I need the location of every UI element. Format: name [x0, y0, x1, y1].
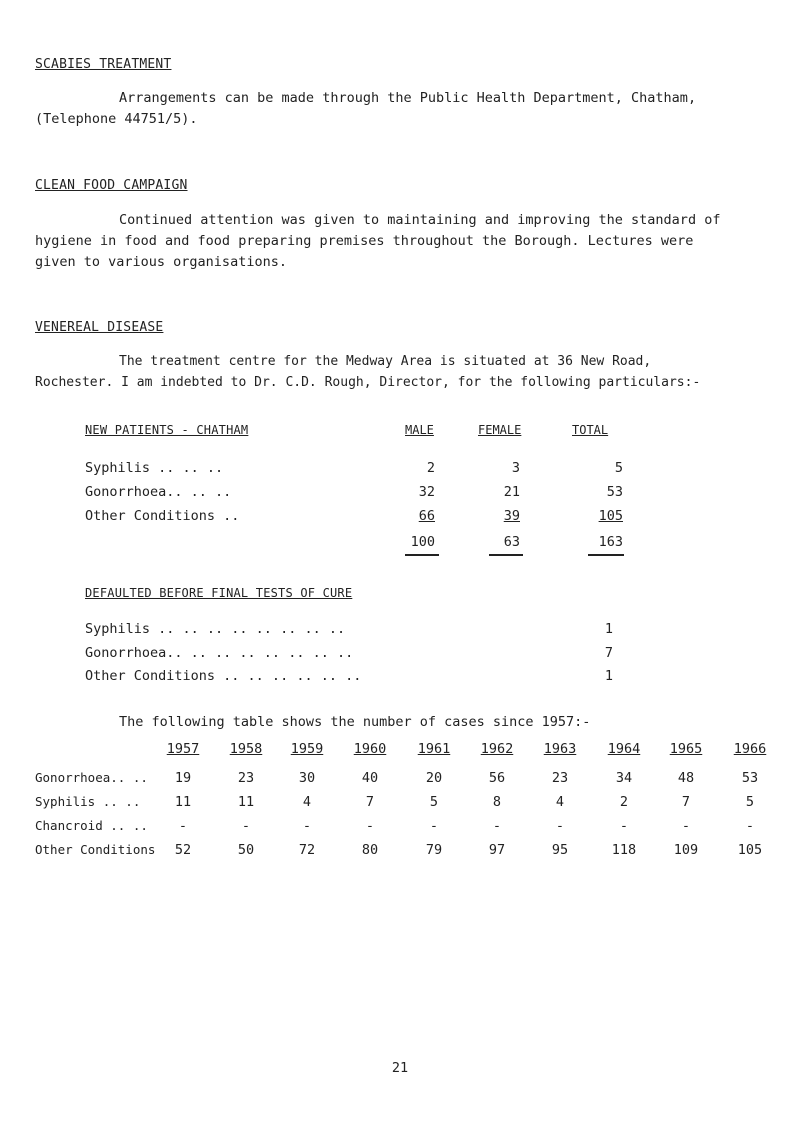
history-row-label: Syphilis .. .. [35, 794, 141, 809]
defaulted-label: Syphilis .. .. .. .. .. .. .. .. [85, 621, 346, 637]
history-cell: 48 [677, 770, 695, 786]
history-cell: 7 [681, 794, 691, 810]
clean-food-line-2: hygiene in food and food preparing premises throughout the Borough. Lectures were [35, 233, 694, 249]
history-cell: - [365, 818, 375, 834]
total-grand: 163 [598, 534, 623, 550]
venereal-heading: VENEREAL DISEASE [35, 320, 164, 335]
double-underline [588, 554, 624, 556]
cell-total: 53 [606, 484, 623, 500]
col-header-male: MALE [405, 423, 434, 437]
year-header: 1957 [166, 741, 200, 757]
year-header: 1958 [229, 741, 263, 757]
history-cell: 19 [174, 770, 192, 786]
cell-male: 66 [418, 508, 435, 524]
table-row [85, 484, 231, 500]
year-header: 1962 [480, 741, 514, 757]
table-row [85, 508, 239, 524]
history-cell: 11 [237, 794, 255, 810]
col-header-female: FEMALE [478, 423, 522, 437]
history-cell: - [681, 818, 691, 834]
row-label: Gonorrhoea.. .. .. [85, 484, 232, 500]
history-cell: 50 [237, 842, 255, 858]
year-header: 1964 [607, 741, 641, 757]
history-cell: 5 [745, 794, 755, 810]
page-number: 21 [391, 1060, 409, 1076]
history-cell: - [178, 818, 188, 834]
history-cell: 109 [673, 842, 699, 858]
history-cell: - [492, 818, 502, 834]
history-cell: 105 [737, 842, 763, 858]
history-cell: 80 [361, 842, 379, 858]
defaulted-value: 1 [604, 621, 613, 637]
clean-food-line-1: Continued attention was given to maintaining and improving the standard of [119, 212, 721, 228]
venereal-line-2: Rochester. I am indebted to Dr. C.D. Rough, Director, for the following particulars:- [35, 375, 701, 390]
cell-female: 3 [511, 460, 520, 476]
history-cell: 20 [425, 770, 443, 786]
history-cell: 40 [361, 770, 379, 786]
history-cell: 11 [174, 794, 192, 810]
double-underline [405, 554, 439, 556]
clean-food-paragraph [35, 210, 765, 273]
cell-female: 21 [503, 484, 520, 500]
history-cell: 52 [174, 842, 192, 858]
history-cell: - [619, 818, 629, 834]
history-cell: 8 [492, 794, 502, 810]
history-row-label: Chancroid .. .. [35, 818, 148, 833]
history-intro: The following table shows the number of cases since 1957:- [119, 714, 591, 730]
history-cell: 23 [237, 770, 255, 786]
scabies-text-2: (Telephone 44751/5). [35, 111, 198, 127]
cell-male: 32 [418, 484, 435, 500]
history-cell: 4 [302, 794, 312, 810]
history-cell: 53 [741, 770, 759, 786]
row-label: Other Conditions .. [85, 508, 240, 524]
clean-food-heading: CLEAN FOOD CAMPAIGN [35, 178, 188, 193]
cell-female: 39 [503, 508, 520, 524]
defaulted-label: Other Conditions .. .. .. .. .. .. [85, 668, 362, 684]
defaulted-value: 7 [604, 645, 613, 661]
history-cell: - [745, 818, 755, 834]
double-underline [489, 554, 523, 556]
history-cell: - [302, 818, 312, 834]
history-cell: 4 [555, 794, 565, 810]
cell-total: 5 [614, 460, 623, 476]
history-row-label: Other Conditions [35, 842, 156, 857]
scabies-text-1: Arrangements can be made through the Public Health Department, Chatham, [119, 90, 697, 106]
defaulted-title: DEFAULTED BEFORE FINAL TESTS OF CURE [85, 586, 353, 600]
year-header: 1961 [417, 741, 451, 757]
year-header: 1965 [669, 741, 703, 757]
history-cell: - [555, 818, 565, 834]
history-cell: 97 [488, 842, 506, 858]
scabies-paragraph [35, 88, 765, 130]
history-cell: 56 [488, 770, 506, 786]
defaulted-value: 1 [604, 668, 613, 684]
history-cell: 72 [298, 842, 316, 858]
col-header-total: TOTAL [572, 423, 609, 437]
history-cell: 118 [611, 842, 637, 858]
scabies-heading: SCABIES TREATMENT [35, 57, 172, 72]
row-label: Syphilis .. .. .. [85, 460, 224, 476]
history-row-label: Gonorrhoea.. .. [35, 770, 148, 785]
venereal-line-1: The treatment centre for the Medway Area is situated at 36 New Road, [119, 354, 652, 369]
history-cell: 5 [429, 794, 439, 810]
total-female: 63 [503, 534, 520, 550]
new-patients-title: NEW PATIENTS - CHATHAM [85, 423, 249, 437]
venereal-paragraph [35, 351, 765, 393]
clean-food-line-3: given to various organisations. [35, 254, 287, 270]
cell-male: 2 [426, 460, 435, 476]
table-row [85, 460, 223, 476]
year-header: 1966 [733, 741, 767, 757]
history-cell: - [429, 818, 439, 834]
history-cell: 7 [365, 794, 375, 810]
year-header: 1959 [290, 741, 324, 757]
defaulted-label: Gonorrhoea.. .. .. .. .. .. .. .. [85, 645, 354, 661]
history-cell: 30 [298, 770, 316, 786]
cell-total: 105 [598, 508, 623, 524]
history-cell: - [241, 818, 251, 834]
total-male: 100 [410, 534, 435, 550]
history-cell: 34 [615, 770, 633, 786]
year-header: 1960 [353, 741, 387, 757]
history-cell: 79 [425, 842, 443, 858]
year-header: 1963 [543, 741, 577, 757]
history-cell: 95 [551, 842, 569, 858]
history-cell: 23 [551, 770, 569, 786]
history-cell: 2 [619, 794, 629, 810]
